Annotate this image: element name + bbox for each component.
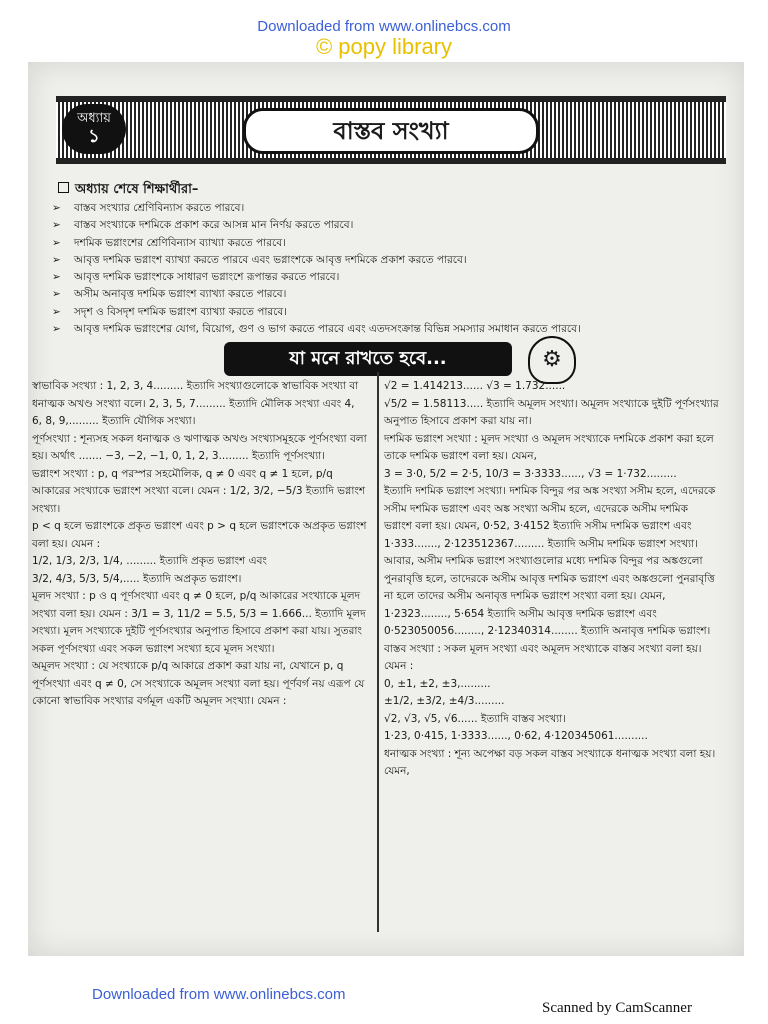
list-item: ➢ দশমিক ভগ্নাংশের শ্রেণিবিন্যাস ব্যাখ্যা করতে পারবে। [52,235,732,252]
decimal-example: 3 = 3·0, 5/2 = 2·5, 10/3 = 3·3333......, √3 = 1·732......... [384,467,677,480]
list-item: ➢ অসীম অনাবৃত্ত দশমিক ভগ্নাংশ ব্যাখ্যা করতে পারবে। [52,286,732,303]
positive-number-para: ধনাত্মক সংখ্যা : শূন্য অপেক্ষা বড় সকল বাস্তব সংখ্যাকে ধনাত্মক সংখ্যা বলা হয়। যেমন, [384,747,716,777]
column-divider [377,372,379,932]
chapter-number: ১ [88,126,100,147]
arrow-icon: ➢ [52,323,61,336]
rational-number-para: মূলদ সংখ্যা : p ও q পূর্ণসংখ্যা এবং q ≠ 0 হলে, p/q আকারের সংখ্যাকে মূলদ সংখ্যা বলা হয়। যেমন : 3/1 = 3, 11/2 = 5.5, 5/3 = 1.666... ইত্যাদি মূলদ সংখ্যা। মূলদ সংখ্যাকে দুইটি পূর্ণসংখ্যার অনুপাত হিসাবে প্রকাশ করা যায়। সুতরাং সকল পূর্ণসংখ্যা এবং সকল ভগ্নাংশ সংখ্যা হবে মূলদ সংখ্যা। [32,590,366,655]
chapter-badge [62,104,126,154]
right-column [384,378,719,781]
decimal-fraction-para: দশমিক ভগ্নাংশ সংখ্যা : মূলদ সংখ্যা ও অমূলদ সংখ্যাকে দশমিকে প্রকাশ করা হলে তাকে দশমিক ভগ্নাংশ বলা হয়। যেমন, [384,432,714,462]
remember-banner: যা মনে রাখতে হবে... [224,342,512,376]
list-item: ➢ আবৃত্ত দশমিক ভগ্নাংশের যোগ, বিয়োগ, গুণ ও ভাগ করতে পারবে এবং এতদসংক্রান্ত বিভিন্ন সমস্যার সমাধান করতে পারবে। [52,321,732,338]
list-item: ➢ আবৃত্ত দশমিক ভগ্নাংশকে সাধারণ ভগ্নাংশে রূপান্তর করতে পারবে। [52,269,732,286]
objectives-heading-text: অধ্যায় শেষে শিক্ষার্থীরা– [75,182,199,197]
real-example-1: 0, ±1, ±2, ±3,......... [384,677,491,690]
chapter-badge-word: অধ্যায় [77,111,111,126]
decimal-types-para: ইত্যাদি দশমিক ভগ্নাংশ সংখ্যা। দশমিক বিন্দুর পর অঙ্ক সংখ্যা সসীম হলে, এদেরকে সসীম দশমিক ভগ্নাংশ এবং অঙ্ক সংখ্যা অসীম হলে, এদেরকে অসীম দশমিক ভগ্নাংশ বলা হয়। যেমন, 0·52, 3·4152 ইত্যাদি সসীম দশমিক ভগ্নাংশ এবং 1·333......., 2·123512367......... ইত্যাদি অসীম দশমিক ভগ্নাংশ সংখ্যা। আবার, অসীম দশমিক ভগ্নাংশ সংখ্যাগুলোর মধ্যে দশমিক বিন্দুর পর অঙ্কগুলো পুনরাবৃত্তি হলে, তাদেরকে অসীম আবৃত্ত দশমিক ভগ্নাংশ এবং অঙ্কগুলো পুনরাবৃত্তি না হলে তাদের অসীম অনাবৃত্ত দশমিক ভগ্নাংশ সংখ্যা বলা হয়। যেমন, 1·2323........, 5·654 ইত্যাদি অসীম আবৃত্ত দশমিক ভগ্নাংশ এবং 0·523050056........, 2·12340314........ ইত্যাদি অনাবৃত্ত দশমিক ভগ্নাংশ। [384,485,716,637]
real-example-2: ±1/2, ±3/2, ±4/3......... [384,695,505,707]
list-item: ➢ বাস্তব সংখ্যাকে দশমিকে প্রকাশ করে আসন্ন মান নির্ণয় করতে পারবে। [52,217,732,234]
irrational-number-para: অমূলদ সংখ্যা : যে সংখ্যাকে p/q আকারে প্রকাশ করা যায় না, যেখানে p, q পূর্ণসংখ্যা এবং q ≠ 0, সে সংখ্যাকে অমূলদ সংখ্যা বলা হয়। পূর্ণবর্গ নয় এরূপ যে কোনো স্বাভাবিক সংখ্যার বর্গমূল একটি অমূলদ সংখ্যা। যেমন : [32,660,365,707]
proper-fraction-example: 1/2, 1/3, 2/3, 1/4, ......... ইত্যাদি প্রকৃত ভগ্নাংশ এবং [32,555,267,567]
natural-number-para: স্বাভাবিক সংখ্যা : 1, 2, 3, 4......... ইত্যাদি সংখ্যাগুলোকে স্বাভাবিক সংখ্যা বা ধনাত্মক অখণ্ড সংখ্যা বলে। 2, 3, 5, 7......... ইত্যাদি মৌলিক সংখ্যা এবং 4, 6, 8, 9,......... ইত্যাদি যৌগিক সংখ্যা। [32,380,359,427]
bottom-download-link[interactable]: Downloaded from www.onlinebcs.com [92,986,346,1003]
objectives-heading [58,180,198,201]
arrow-icon: ➢ [52,219,61,232]
irrational-example: √2 = 1.414213...... √3 = 1.732...... [384,380,566,392]
real-number-para: বাস্তব সংখ্যা : সকল মূলদ সংখ্যা এবং অমূলদ সংখ্যাকে বাস্তব সংখ্যা বলা হয়। যেমন : [384,642,702,672]
scanner-watermark: Scanned by CamScanner [542,1000,692,1016]
proper-fraction-para: p < q হলে ভগ্নাংশকে প্রকৃত ভগ্নাংশ এবং p > q হলে ভগ্নাংশকে অপ্রকৃত ভগ্নাংশ বলা হয়। যেমন : [32,520,367,550]
list-item: ➢ আবৃত্ত দশমিক ভগ্নাংশ ব্যাখ্যা করতে পারবে এবং ভগ্নাংশকে আবৃত্ত দশমিকে প্রকাশ করতে পারবে। [52,252,732,269]
list-item: ➢ বাস্তব সংখ্যার শ্রেণিবিন্যাস করতে পারবে। [52,200,732,217]
arrow-icon: ➢ [52,236,61,249]
improper-fraction-example: 3/2, 4/3, 5/3, 5/4,..... ইত্যাদি অপ্রকৃত ভগ্নাংশ। [32,572,242,585]
real-example-3: √2, √3, √5, √6...... ইত্যাদি বাস্তব সংখ্যা। [384,712,566,725]
fraction-para: ভগ্নাংশ সংখ্যা : p, q পরস্পর সহমৌলিক, q ≠ 0 এবং q ≠ 1 হলে, p/q আকারের সংখ্যাকে ভগ্নাংশ সংখ্যা বলে। যেমন : 1/2, 3/2, −5/3 ইত্যাদি ভগ্নাংশ সংখ্যা। [32,467,366,515]
list-item: ➢ সদৃশ ও বিসদৃশ দশমিক ভগ্নাংশ ব্যাখ্যা করতে পারবে। [52,304,732,321]
objectives-list [52,200,732,338]
arrow-icon: ➢ [52,305,61,318]
integer-para: পূর্ণসংখ্যা : শূন্যসহ সকল ধনাত্মক ও ঋণাত্মক অখণ্ড সংখ্যাসমূহকে পূর্ণসংখ্যা বলা হয়। অর্থাৎ ....... −3, −2, −1, 0, 1, 2, 3......... ইত্যাদি পূর্ণসংখ্যা। [32,432,367,462]
checkbox-icon [58,182,69,193]
left-column [32,378,367,711]
real-example-4: 1·23, 0·415, 1·3333......, 0·62, 4·120345061.......... [384,730,648,742]
scanned-page [28,62,744,956]
top-download-link[interactable]: Downloaded from www.onlinebcs.com [257,18,511,35]
arrow-icon: ➢ [52,202,61,214]
irrational-note: √5/2 = 1.58113..... ইত্যাদি অমূলদ সংখ্যা। অমূলদ সংখ্যাকে দুইটি পূর্ণসংখ্যার অনুপাত হিসাবে প্রকাশ করা যায় না। [384,397,719,427]
arrow-icon: ➢ [52,253,61,266]
brain-head-icon: ⚙ [528,336,576,384]
library-watermark: © popy library [315,34,453,59]
arrow-icon: ➢ [52,288,61,301]
arrow-icon: ➢ [52,271,61,284]
chapter-title: বাস্তব সংখ্যা [243,108,539,154]
